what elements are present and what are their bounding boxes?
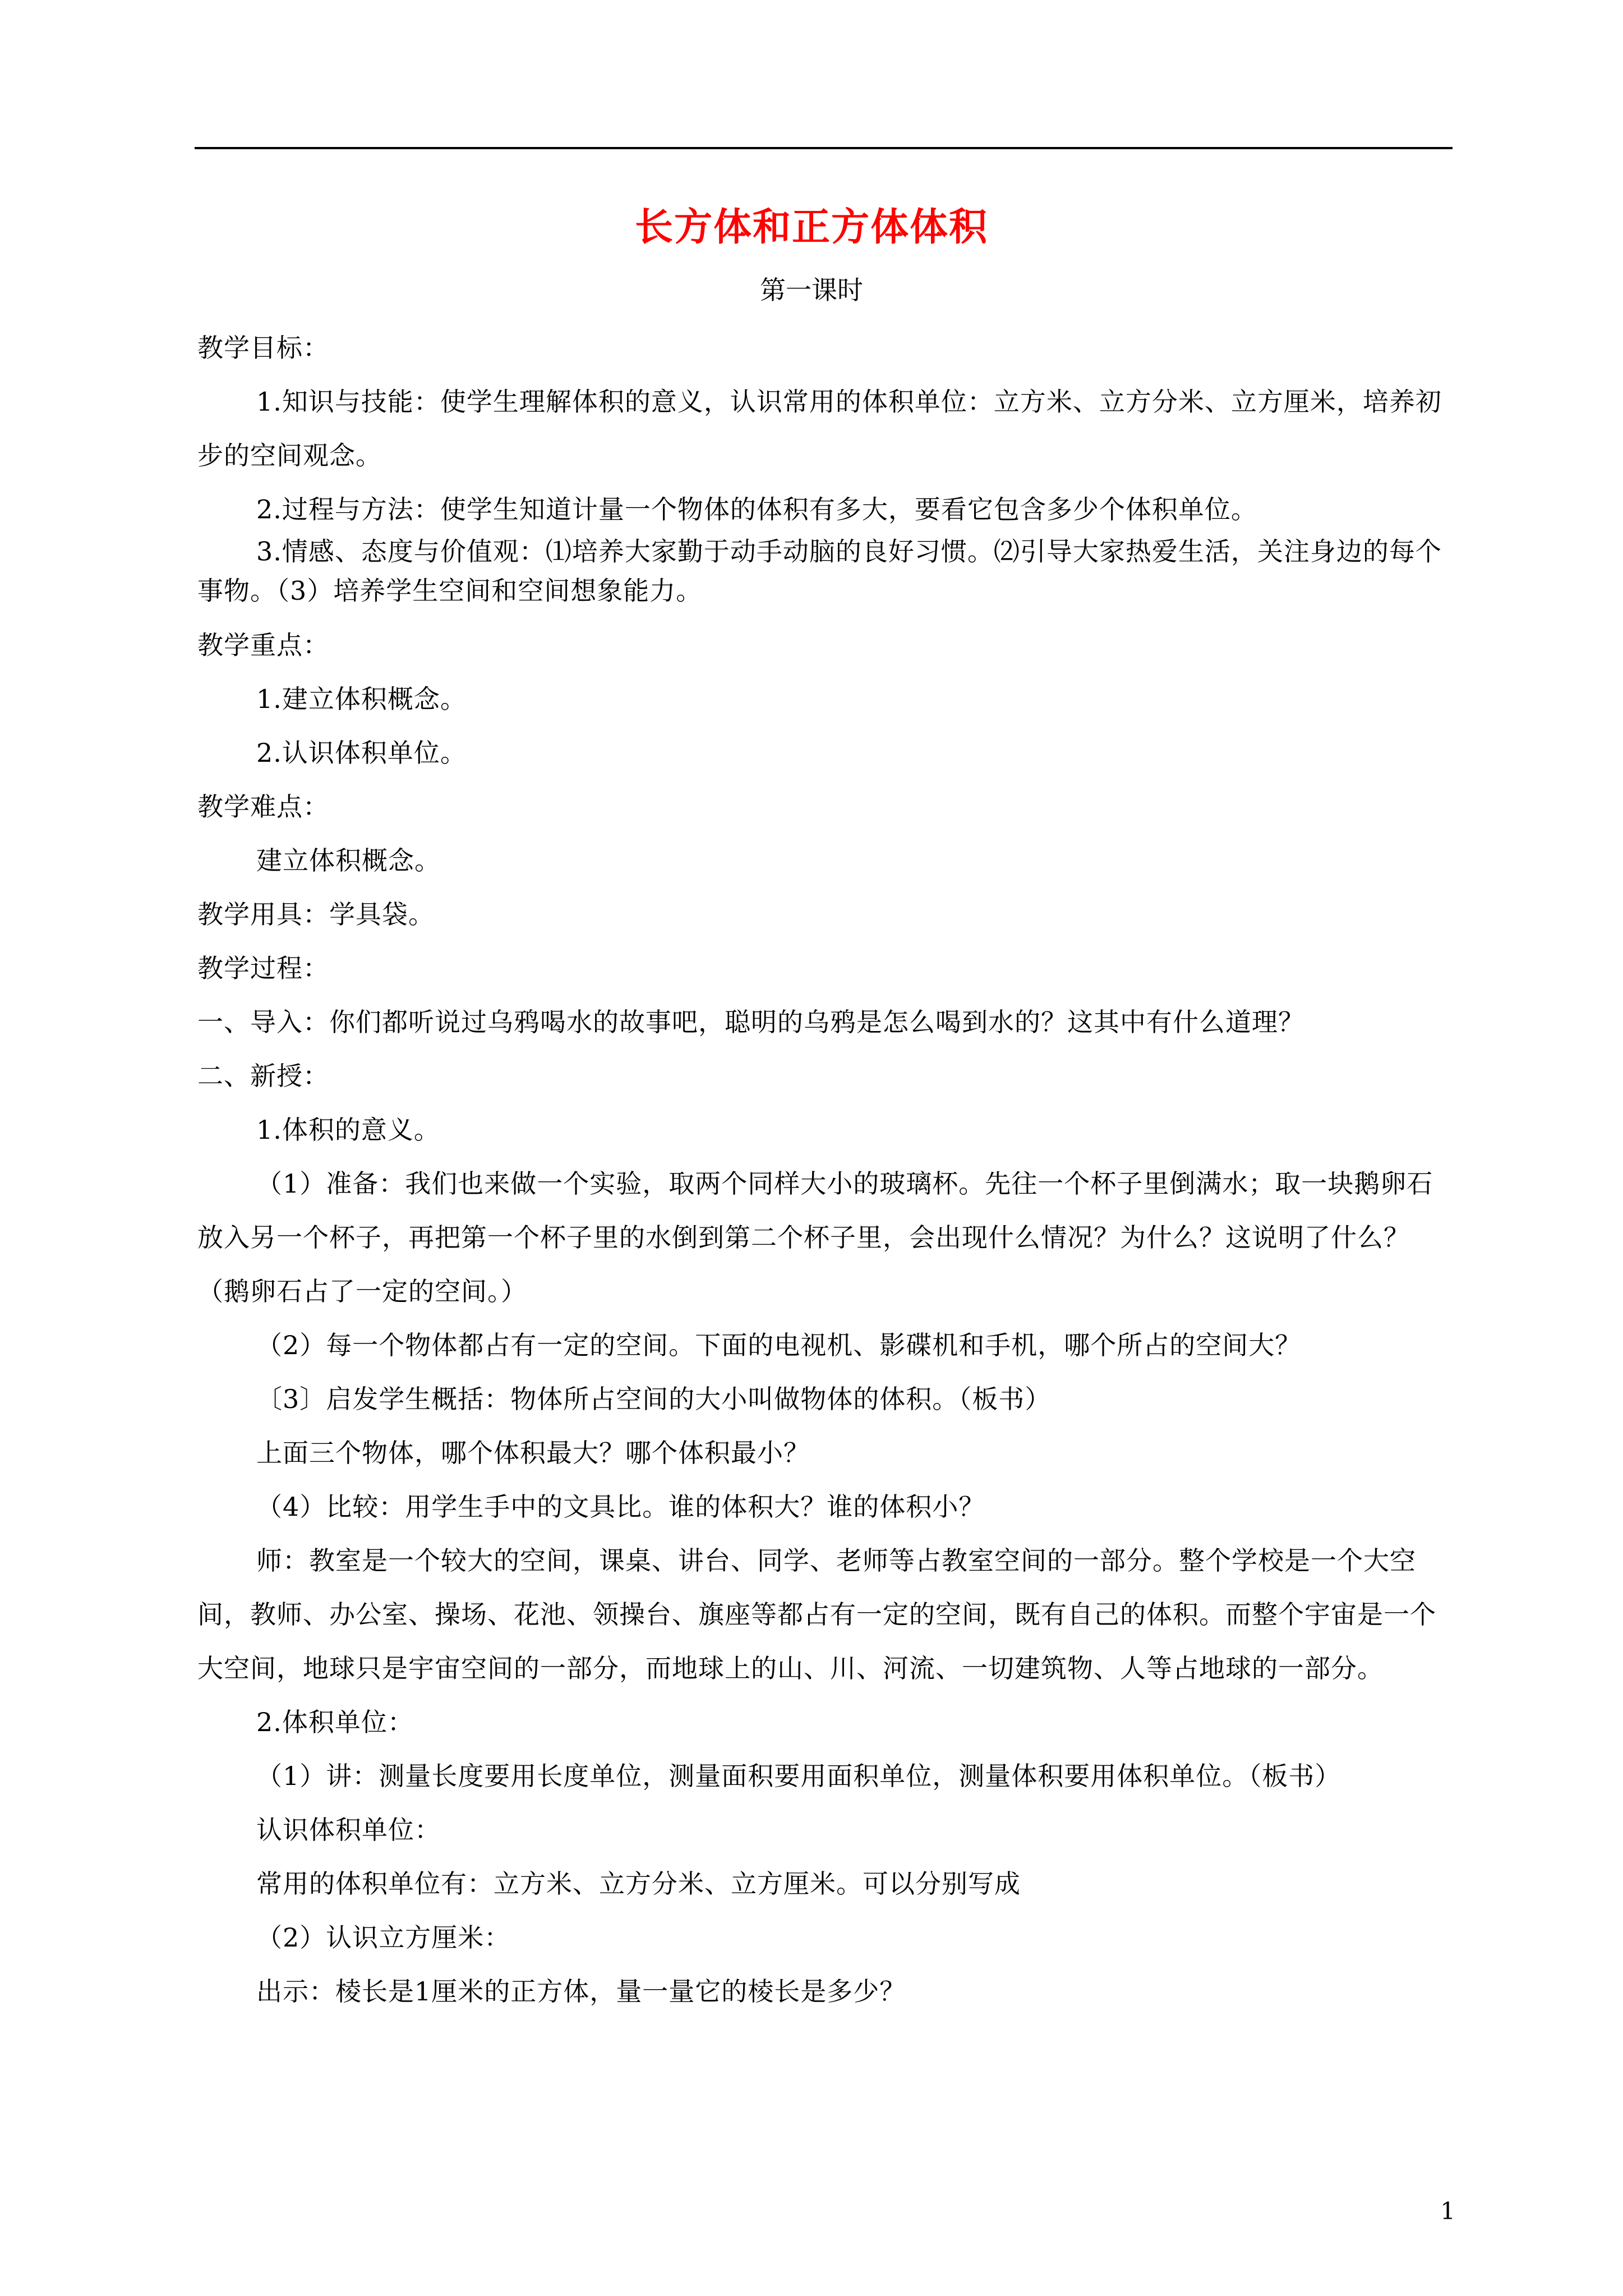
page-number: 1	[1440, 2197, 1455, 2225]
paragraph-show-cube: 出示：棱长是1厘米的正方体，量一量它的棱长是多少？	[256, 1976, 906, 2007]
paragraph-cubic-centimeter: （2）认识立方厘米：	[256, 1922, 511, 1953]
paragraph-volume-units: 2.体积单位：	[256, 1707, 414, 1737]
paragraph-compare-three: 上面三个物体，哪个体积最大？哪个体积最小？	[256, 1438, 810, 1468]
paragraph-definition: 〔3〕启发学生概括：物体所占空间的大小叫做物体的体积。（板书）	[256, 1384, 1052, 1414]
paragraph-objective-3: 3.情感、态度与价值观：⑴培养大家勤于动手动脑的良好习惯。⑵引导大家热爱生活，关注身边的每个事物。（3）培养学生空间和空间想象能力。	[197, 536, 1442, 606]
paragraph-units-explain: （1）讲：测量长度要用长度单位，测量面积要用面积单位，测量体积要用体积单位。（板书）	[256, 1761, 1341, 1791]
paragraph-volume-meaning: 1.体积的意义。	[256, 1115, 440, 1145]
document-subtitle: 第一课时	[760, 275, 863, 305]
section-heading-new-lesson: 二、新授：	[197, 1061, 329, 1091]
paragraph-experiment: （1）准备：我们也来做一个实验，取两个同样大小的玻璃杯。先往一个杯子里倒满水；取一块鹅卵石放入另一个杯子，再把第一个杯子里的水倒到第二个杯子里，会出现什么情况？为什么？这说明了什么？（鹅卵石占了一定的空间。）	[197, 1168, 1433, 1306]
paragraph-know-units: 认识体积单位：	[256, 1815, 441, 1845]
section-heading-key-points: 教学重点：	[197, 630, 329, 660]
paragraph-introduction: 一、导入：你们都听说过乌鸦喝水的故事吧，聪明的乌鸦是怎么喝到水的？这其中有什么道理？	[197, 1007, 1304, 1037]
paragraph-common-units: 常用的体积单位有：立方米、立方分米、立方厘米。可以分别写成	[256, 1869, 1021, 1899]
paragraph-teacher-talk: 师：教室是一个较大的空间，课桌、讲台、同学、老师等占教室空间的一部分。整个学校是一个大空间，教师、办公室、操场、花池、领操台、旗座等都占有一定的空间，既有自己的体积。而整个宇宙是一个大空间，地球只是宇宙空间的一部分，而地球上的山、川、河流、一切建筑物、人等占地球的一部分。	[197, 1545, 1436, 1683]
section-heading-objectives: 教学目标：	[197, 333, 329, 363]
paragraph-objective-1: 1.知识与技能：使学生理解体积的意义，认识常用的体积单位：立方米、立方分米、立方厘米，培养初步的空间观念。	[197, 386, 1442, 471]
paragraph-key-point-2: 2.认识体积单位。	[256, 738, 467, 768]
paragraph-objective-2: 2.过程与方法：使学生知道计量一个物体的体积有多大，要看它包含多少个体积单位。	[256, 494, 1257, 524]
section-heading-difficulties: 教学难点：	[197, 792, 329, 822]
section-heading-process: 教学过程：	[197, 953, 329, 983]
paragraph-compare-stationery: （4）比较：用学生手中的文具比。谁的体积大？谁的体积小？	[256, 1492, 985, 1522]
paragraph-objects-space: （2）每一个物体都占有一定的空间。下面的电视机、影碟机和手机，哪个所占的空间大？	[256, 1330, 1302, 1360]
header-rule	[195, 147, 1453, 149]
section-heading-tools: 教学用具：学具袋。	[197, 899, 435, 930]
paragraph-difficulty: 建立体积概念。	[256, 845, 441, 876]
document-title: 长方体和正方体体积	[634, 205, 988, 250]
document-body	[197, 321, 1454, 2018]
paragraph-key-point-1: 1.建立体积概念。	[256, 684, 467, 714]
